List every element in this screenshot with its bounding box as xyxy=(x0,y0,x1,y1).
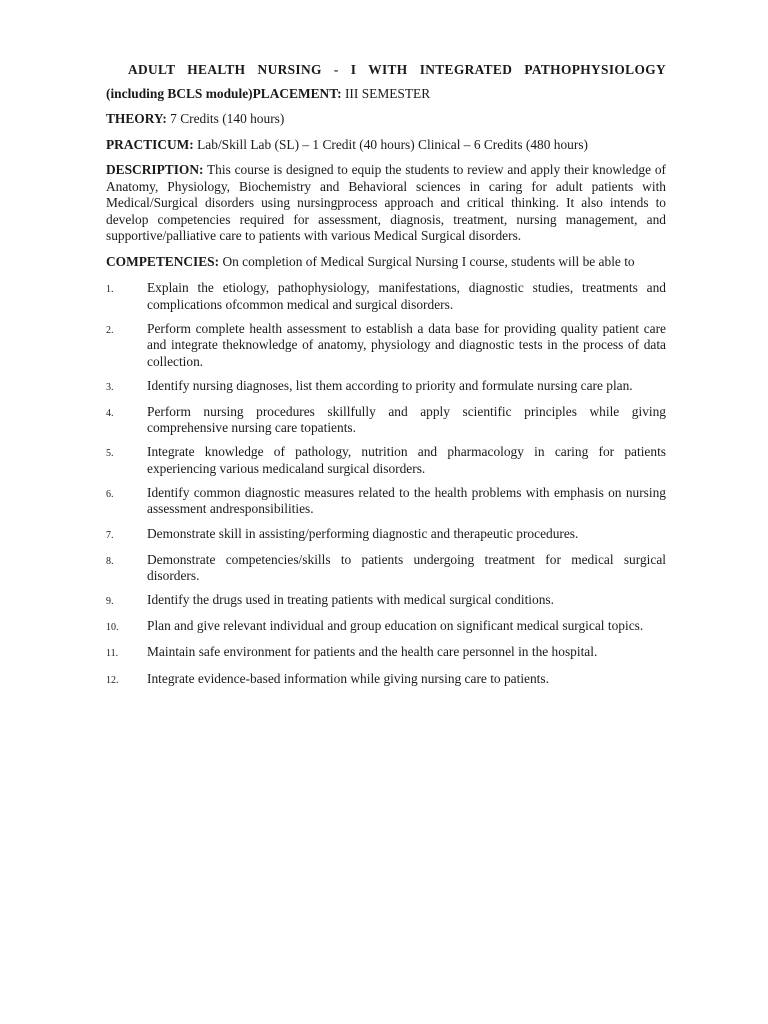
description-label: DESCRIPTION: xyxy=(106,162,204,177)
list-item-number: 8. xyxy=(106,555,114,567)
description-text: This course is designed to equip the students to review and apply their knowledge of Anatomy, Physiology, Biochemistry and Behavioral sciences in caring for adult patients with Medical/Surgical disorders using nursingprocess approach and critical thinking. It also intends to develop competencies required for assessment, diagnosis, treatment, nursing management, and supportive/palliative care to patients with various Medical Surgical disorders. xyxy=(106,162,666,243)
list-item-text: Identify common diagnostic measures related to the health problems with emphasis on nursing assessment andresponsibilities. xyxy=(147,484,666,517)
list-item-number: 10. xyxy=(106,622,119,634)
list-item-number: 5. xyxy=(106,448,114,460)
practicum-line xyxy=(106,137,666,154)
list-item-number: 6. xyxy=(106,488,114,500)
placement-line xyxy=(106,86,666,103)
competencies-label: COMPETENCIES: xyxy=(106,253,220,269)
list-item-number: 3. xyxy=(106,381,114,393)
list-item-text: Demonstrate competencies/skills to patients undergoing treatment for medical surgical disorders. xyxy=(147,551,666,584)
list-item xyxy=(106,485,666,518)
list-item-text: Demonstrate skill in assisting/performing diagnostic and therapeutic procedures. xyxy=(147,525,579,541)
list-item xyxy=(106,552,666,585)
list-item-text: Identify the drugs used in treating patients with medical surgical conditions. xyxy=(147,592,554,608)
list-item-text: Explain the etiology, pathophysiology, manifestations, diagnostic studies, treatments and complications ofcommon medical and surgical disorders. xyxy=(147,280,666,312)
placement-value: III SEMESTER xyxy=(341,85,431,101)
competencies-intro xyxy=(106,254,666,271)
list-item-text: Identify nursing diagnoses, list them according to priority and formulate nursing care plan. xyxy=(147,377,633,393)
practicum-value: Lab/Skill Lab (SL) – 1 Credit (40 hours) Clinical – 6 Credits (480 hours) xyxy=(193,136,589,152)
list-item xyxy=(106,378,666,397)
list-item xyxy=(106,404,666,437)
list-item-text: Perform complete health assessment to establish a data base for providing quality patient care and integrate theknowledge of anatomy, physiology and diagnostic tests in the process of data collection. xyxy=(147,320,666,369)
list-item-text: Integrate evidence-based information while giving nursing care to patients. xyxy=(147,670,549,686)
list-item xyxy=(106,671,666,690)
list-item xyxy=(106,280,666,313)
document-title: ADULT HEALTH NURSING - I WITH INTEGRATED PATHOPHYSIOLOGY xyxy=(128,62,666,77)
list-item-text: Maintain safe environment for patients and the health care personnel in the hospital. xyxy=(147,644,598,660)
list-item-number: 11. xyxy=(106,648,119,660)
list-item xyxy=(106,592,666,611)
description-paragraph xyxy=(106,162,666,245)
list-item xyxy=(106,644,666,663)
theory-value: 7 Credits (140 hours) xyxy=(166,111,285,126)
list-item xyxy=(106,321,666,371)
list-item-text: Integrate knowledge of pathology, nutrition and pharmacology in caring for patients experiencing various medicaland surgical disorders. xyxy=(147,444,666,476)
list-item-number: 7. xyxy=(106,529,114,541)
theory-line xyxy=(106,111,666,128)
list-item-number: 2. xyxy=(106,324,114,336)
placement-label: (including BCLS module)PLACEMENT: xyxy=(106,85,342,101)
competencies-list xyxy=(106,280,666,689)
list-item-text: Perform nursing procedures skillfully and apply scientific principles while giving comprehensive nursing care topatients. xyxy=(147,403,666,436)
list-item xyxy=(106,444,666,477)
list-item-number: 4. xyxy=(106,407,114,419)
list-item-number: 9. xyxy=(106,596,114,608)
list-item xyxy=(106,618,666,637)
list-item-number: 12. xyxy=(106,674,119,686)
practicum-label: PRACTICUM: xyxy=(106,136,194,152)
competencies-text: On completion of Medical Surgical Nursing I course, students will be able to xyxy=(219,253,635,269)
list-item-text: Plan and give relevant individual and group education on significant medical surgical topics. xyxy=(147,618,644,634)
document-page xyxy=(106,62,666,697)
list-item-number: 1. xyxy=(106,284,114,295)
theory-label: THEORY: xyxy=(106,111,167,126)
list-item xyxy=(106,526,666,545)
